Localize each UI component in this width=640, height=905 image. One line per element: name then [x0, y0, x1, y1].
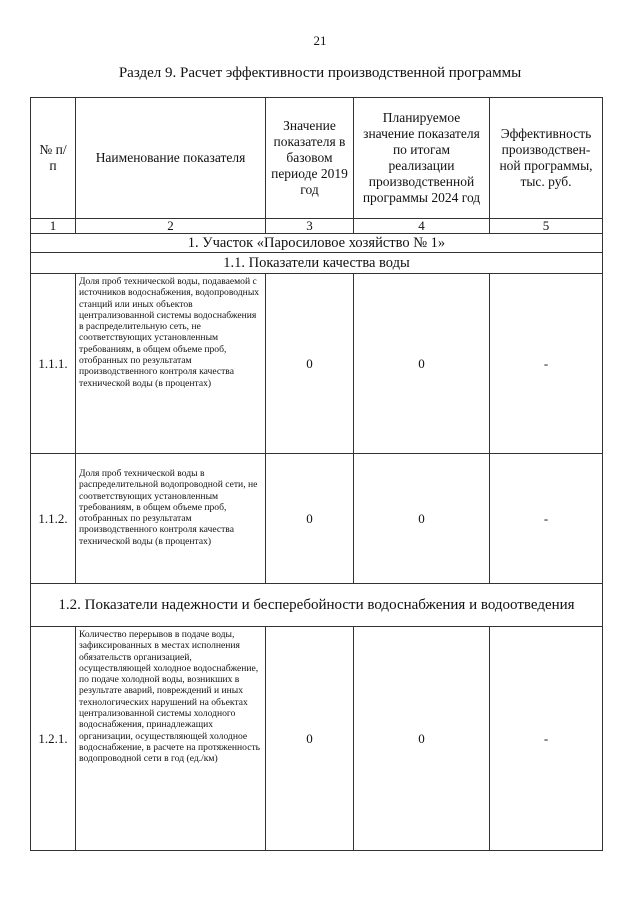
- column-number: 3: [266, 219, 354, 234]
- row-description: Доля проб технической воды, подаваемой с источников водоснабжения, водопроводных станций или иных объектов централизованной системы водоснабжения в распределительную сеть, не соответствующих установленным требованиям, в общем объеме проб, отобранных по результатам производственного контроля качества технической воды (в процентах): [76, 274, 266, 454]
- subsection-row: [31, 253, 603, 274]
- table-row: [31, 627, 603, 851]
- section-title: Раздел 9. Расчет эффективности производственной программы: [118, 65, 522, 81]
- row-index: 1.2.1.: [31, 627, 76, 851]
- column-number: 2: [76, 219, 266, 234]
- page-number: 21: [313, 33, 327, 48]
- header-row: [31, 98, 603, 219]
- row-base-value: 0: [266, 627, 354, 851]
- row-description: Доля проб технической воды в распределительной водопроводной сети, не соответствующих установленным требованиям, в общем объеме проб, отобранных по результатам производственного контроля качества технической воды (в процентах): [76, 454, 266, 584]
- row-efficiency-value: -: [490, 454, 603, 584]
- row-base-value: 0: [266, 454, 354, 584]
- table-row: [31, 274, 603, 454]
- row-base-value: 0: [266, 274, 354, 454]
- header-planned: Планируемое значение показателя по итогам реализации производственной программы 2024 год: [354, 98, 490, 219]
- row-efficiency-value: -: [490, 627, 603, 851]
- efficiency-table: [30, 97, 603, 851]
- column-number-row: [31, 219, 603, 234]
- row-index: 1.1.1.: [31, 274, 76, 454]
- subsection-1-1-heading: 1.1. Показатели качества воды: [31, 253, 603, 274]
- row-index: 1.1.2.: [31, 454, 76, 584]
- table-row: [31, 454, 603, 584]
- row-planned-value: 0: [354, 454, 490, 584]
- row-description: Количество перерывов в подаче воды, зафиксированных в местах исполнения обязательств организацией, осуществляющей холодное водоснабжение, по подаче холодной воды, возникших в результате аварий, повреждений и иных технологических нарушений на объектах централизованной системы холодного водоснабжения, принадлежащих организации, осуществляющей холодное водоснабжение, в расчете на протяженность водопроводной сети в год (ед./км): [76, 627, 266, 851]
- header-num: № п/п: [31, 98, 76, 219]
- header-efficiency: Эффективность производствен-ной программы, тыс. руб.: [490, 98, 603, 219]
- column-number: 5: [490, 219, 603, 234]
- section-row: [31, 234, 603, 253]
- subsection-1-2-heading: 1.2. Показатели надежности и бесперебойности водоснабжения и водоотведения: [31, 584, 603, 627]
- header-name: Наименование показателя: [76, 98, 266, 219]
- section-1-heading: 1. Участок «Паросиловое хозяйство № 1»: [31, 234, 603, 253]
- subsection-row: [31, 584, 603, 627]
- column-number: 1: [31, 219, 76, 234]
- row-efficiency-value: -: [490, 274, 603, 454]
- row-planned-value: 0: [354, 627, 490, 851]
- header-base: Значение показателя в базовом периоде 2019 год: [266, 98, 354, 219]
- row-planned-value: 0: [354, 274, 490, 454]
- column-number: 4: [354, 219, 490, 234]
